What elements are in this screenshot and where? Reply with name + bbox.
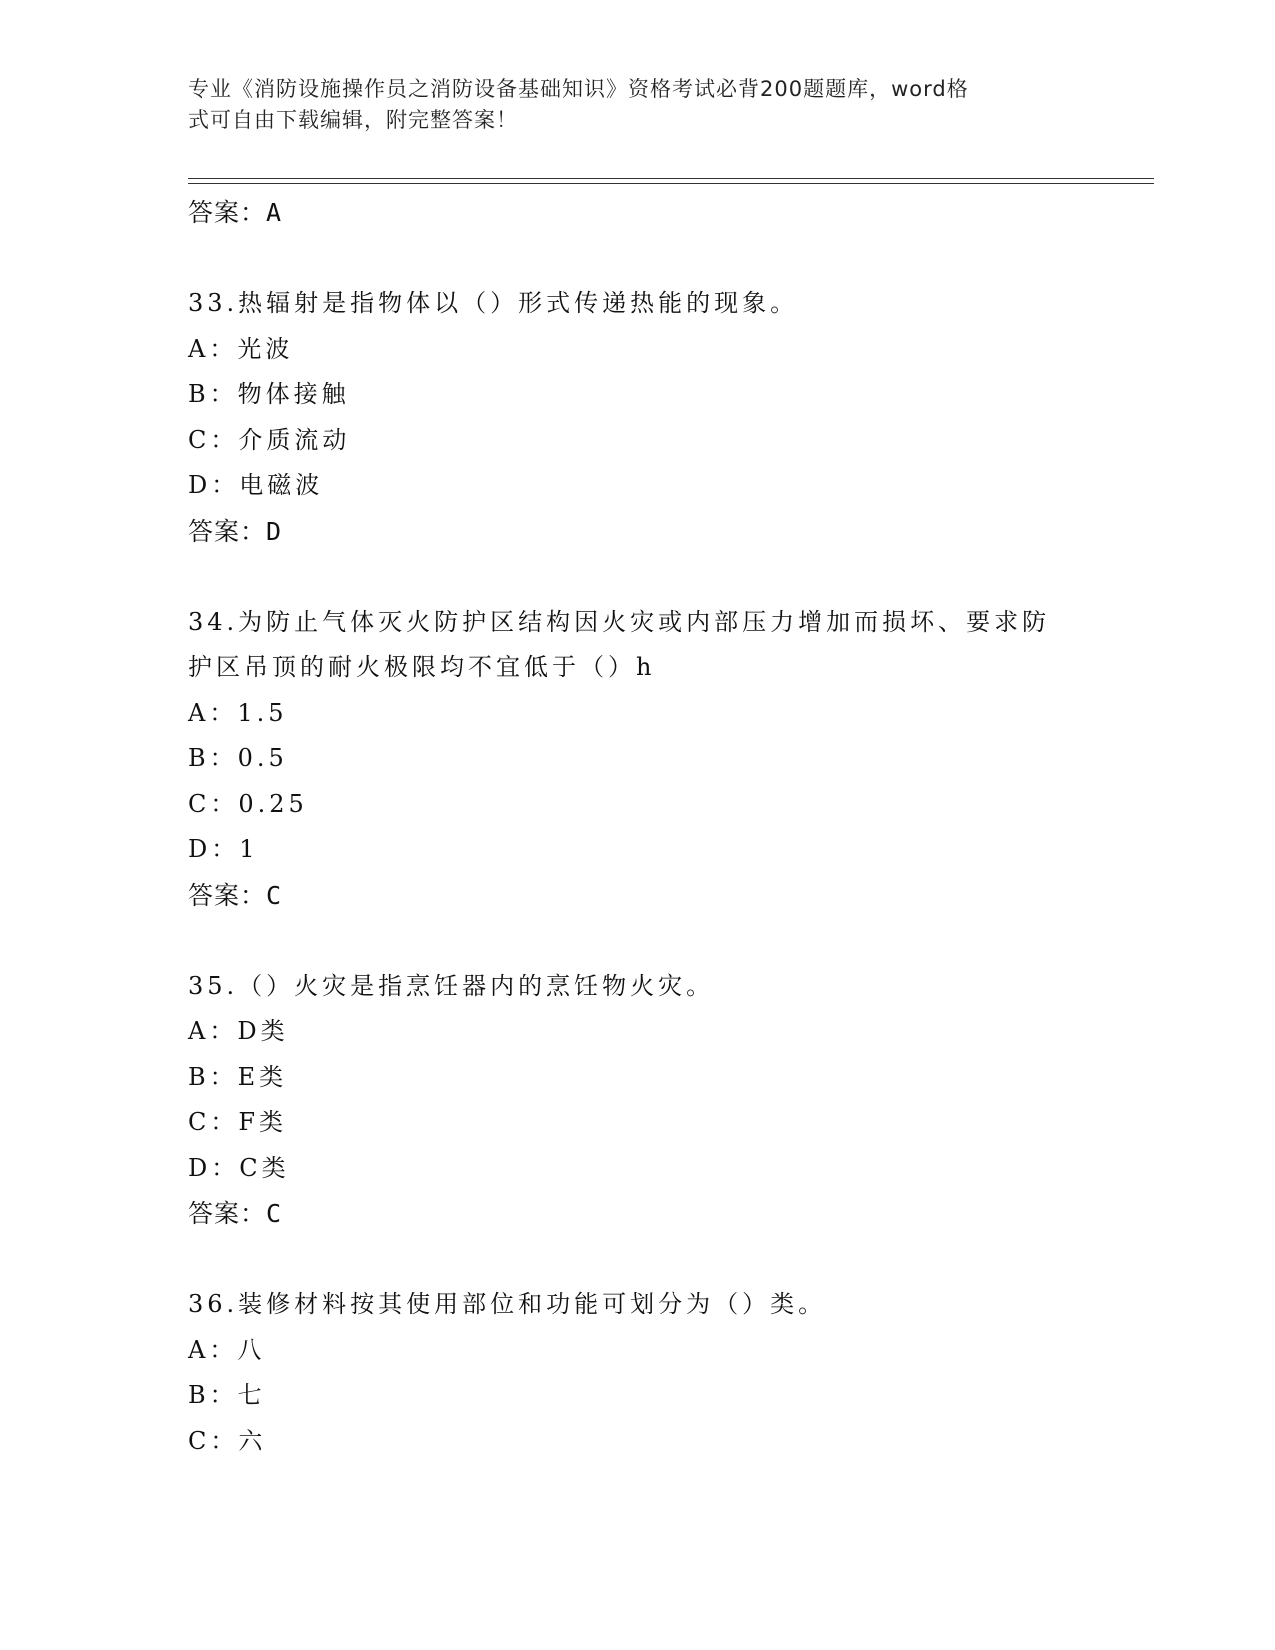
question-stem: 35.（）火灾是指烹饪器内的烹饪物火灾。 [188,971,715,1000]
question-33 [188,281,1088,554]
option-d: D：C类 [188,1153,290,1182]
option-d: D：电磁波 [188,471,324,499]
answer-label: 答案： [188,198,267,227]
option-a: A：光波 [188,334,294,363]
header-divider-bottom [188,183,1154,184]
option-a: A：D类 [188,1017,289,1045]
answer-value: A [266,198,283,227]
option-c: C：0.25 [188,789,308,818]
document-header [188,74,1068,136]
answer-line [188,190,1088,236]
question-35 [188,964,1088,1237]
question-stem-continued: 护区吊顶的耐火极限均不宜低于（）h [188,653,656,681]
answer-label: 答案： [188,1199,267,1228]
question-stem: 34.为防止气体灭火防护区结构因火灾或内部压力增加而损坏、要求防 [188,607,1051,636]
option-c: C：F类 [188,1108,288,1136]
question-34 [188,600,1088,919]
option-b: B：E类 [188,1062,288,1091]
option-c: C：介质流动 [188,425,351,454]
question-36 [188,1282,1088,1464]
option-a: A：1.5 [188,698,288,727]
option-d: D：1 [188,835,259,863]
answer-label: 答案： [188,880,267,910]
header-line-2: 式可自由下载编辑，附完整答案！ [188,108,518,132]
option-c: C：六 [188,1426,267,1455]
answer-line [188,873,1088,919]
answer-value: C [266,1199,283,1228]
question-stem: 33.热辐射是指物体以（）形式传递热能的现象。 [188,289,799,317]
question-stem: 36.装修材料按其使用部位和功能可划分为（）类。 [188,1290,827,1318]
option-a: A：八 [188,1335,266,1364]
answer-value: D [266,516,283,546]
header-divider-top [188,178,1154,179]
option-b: B：七 [188,1381,266,1409]
option-b: B：物体接触 [188,380,350,408]
header-line-1: 专业《消防设施操作员之消防设备基础知识》资格考试必背200题题库，word格 [188,77,969,101]
answer-line [188,509,1088,555]
answer-line [188,1191,1088,1237]
answer-label: 答案： [188,516,267,546]
answer-value: C [266,880,283,910]
option-b: B：0.5 [188,744,288,772]
question-list [188,190,1088,1464]
